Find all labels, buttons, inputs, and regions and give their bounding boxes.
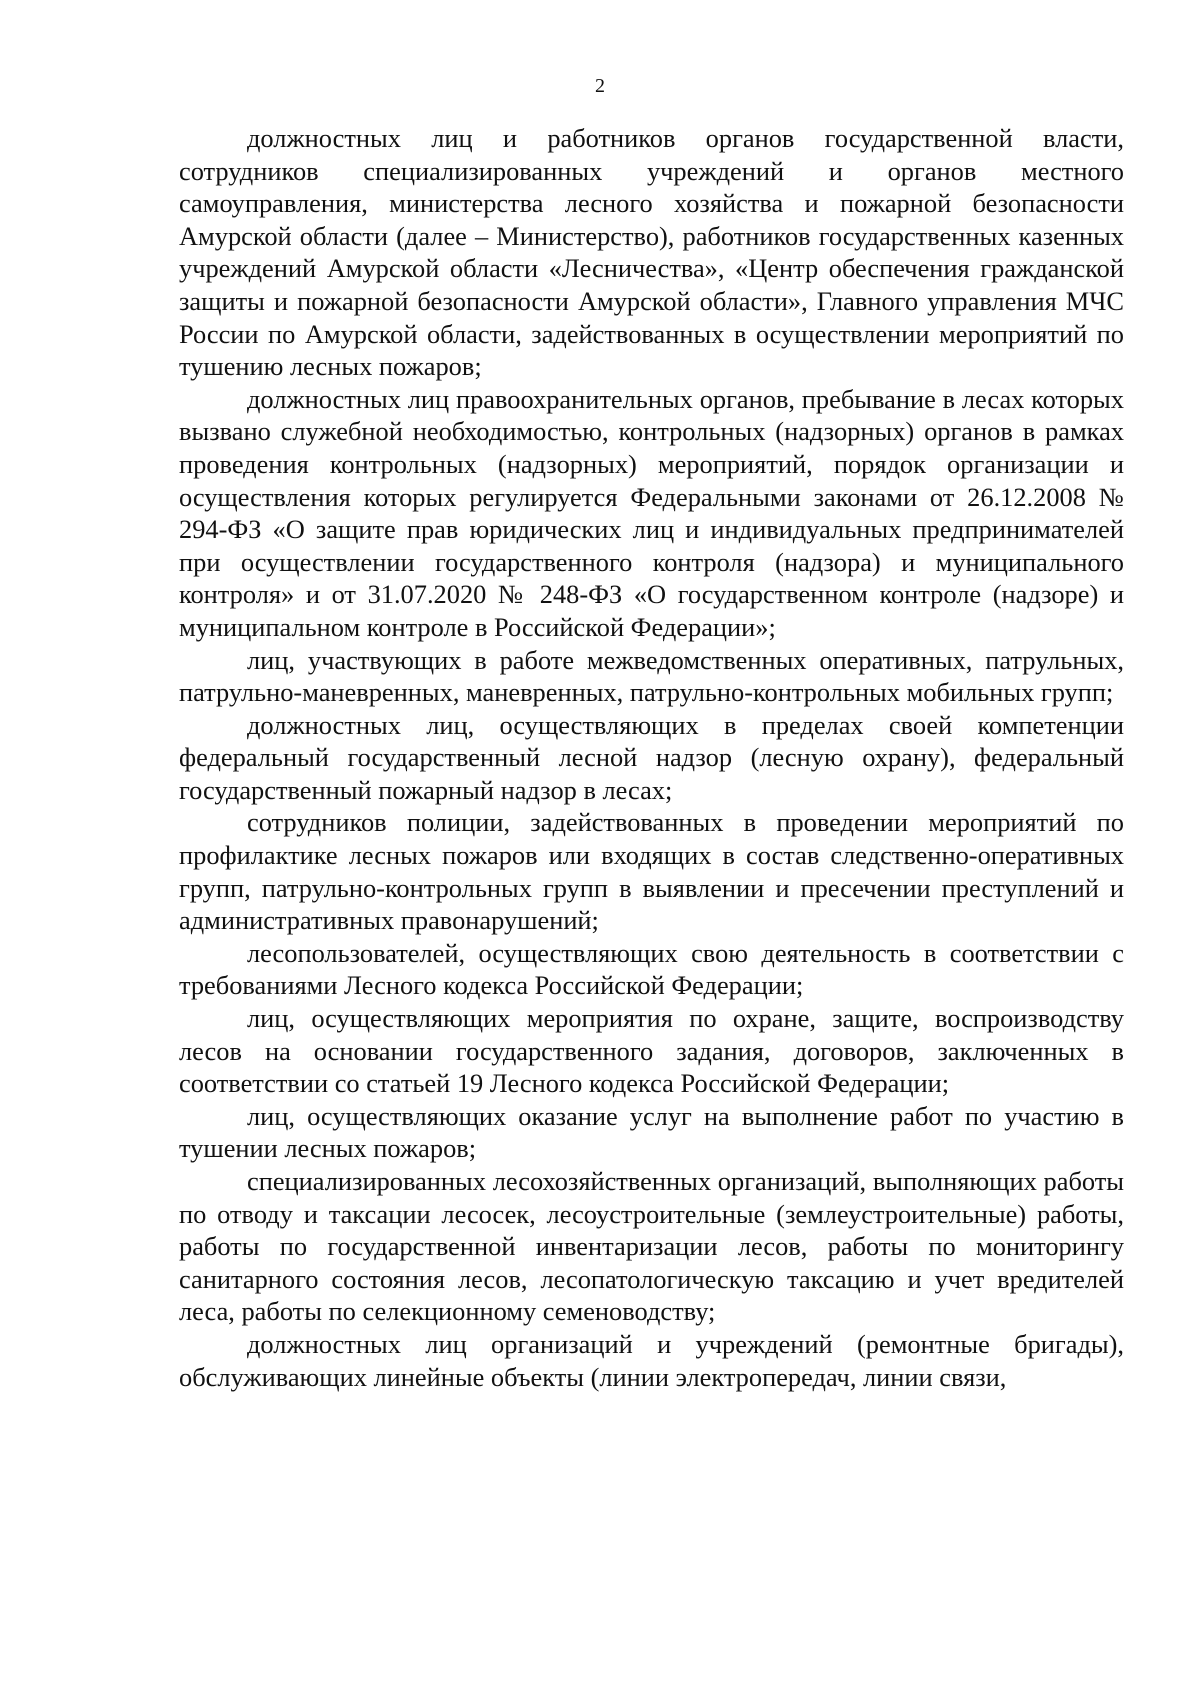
document-body xyxy=(179,122,1124,1393)
paragraph-firefighting-services: лиц, осуществляющих оказание услуг на выполнение работ по участию в тушении лесных пожаров; xyxy=(179,1100,1124,1164)
paragraph-forest-users: лесопользователей, осуществляющих свою деятельность в соответствии с требованиями Лесного кодекса Российской Федерации; xyxy=(179,937,1124,1001)
paragraph-linear-objects: должностных лиц организаций и учреждений (ремонтные бригады), обслуживающих линейные объекты (линии электропередач, линии связи, xyxy=(179,1328,1124,1392)
paragraph-officials: должностных лиц и работников органов государственной власти, сотрудников специализированных учреждений и органов местного самоуправления, министерства лесного хозяйства и пожарной безопасности Амурской области (далее – Министерство), работников государственных казенных учреждений Амурской области «Лесничества», «Центр обеспечения гражданской защиты и пожарной безопасности Амурской области», Главного управления МЧС России по Амурской области, задействованных в осуществлении мероприятий по тушению лесных пожаров; xyxy=(179,123,1124,382)
paragraph-law-enforcement: должностных лиц правоохранительных органов, пребывание в лесах которых вызвано служебной необходимостью, контрольных (надзорных) органов в рамках проведения контрольных (надзорных) мероприятий, порядок организации и осуществления которых регулируется Федеральными законами от 26.12.2008 № 294-ФЗ «О защите прав юридических лиц и индивидуальных предпринимателей при осуществлении государственного контроля (надзора) и муниципального контроля» и от 31.07.2020 № 248-ФЗ «О государственном контроле (надзоре) и муниципальном контроле в Российской Федерации»; xyxy=(179,383,1124,642)
paragraph-forest-protection: лиц, осуществляющих мероприятия по охране, защите, воспроизводству лесов на основании государственного задания, договоров, заключенных в соответствии со статьей 19 Лесного кодекса Российской Федерации; xyxy=(179,1003,1124,1099)
paragraph-mobile-groups: лиц, участвующих в работе межведомственных оперативных, патрульных, патрульно-маневренных, маневренных, патрульно-контрольных мобильных групп; xyxy=(179,644,1124,708)
paragraph-specialized-organizations: специализированных лесохозяйственных организаций, выполняющих работы по отводу и таксации лесосек, лесоустроительные (землеустроительные) работы, работы по государственной инвентаризации лесов, работы по мониторингу санитарного состояния лесов, лесопатологическую таксацию и учет вредителей леса, работы по селекционному семеноводству; xyxy=(179,1166,1124,1327)
paragraph-forest-supervision: должностных лиц, осуществляющих в пределах своей компетенции федеральный государственный лесной надзор (лесную охрану), федеральный государственный пожарный надзор в лесах; xyxy=(179,709,1124,805)
page-number: 2 xyxy=(595,75,605,97)
paragraph-police: сотрудников полиции, задействованных в проведении мероприятий по профилактике лесных пожаров или входящих в состав следственно-оперативных групп, патрульно-контрольных групп в выявлении и пресечении преступлений и административных правонарушений; xyxy=(179,807,1124,936)
